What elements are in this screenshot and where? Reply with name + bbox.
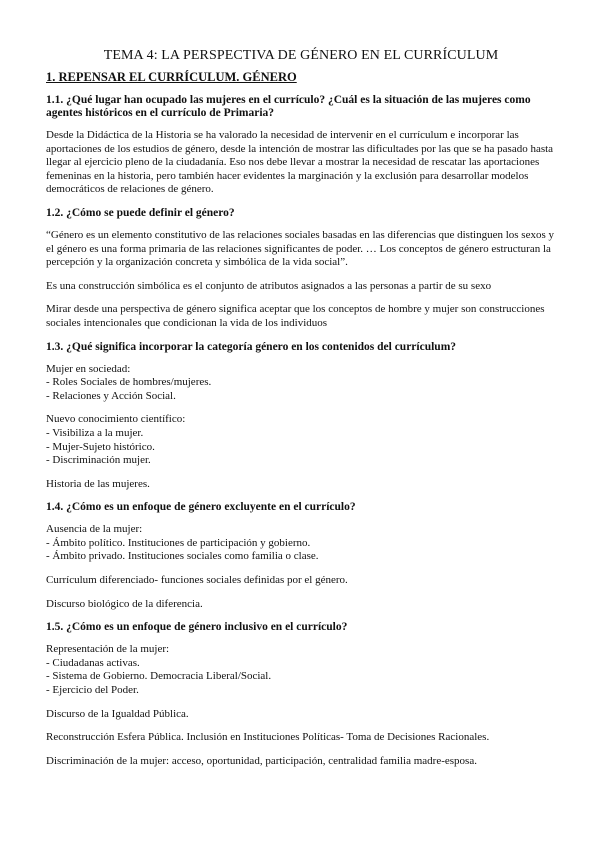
list-block — [46, 413, 556, 467]
list-item: - Ámbito privado. Instituciones sociales como familia o clase. — [46, 550, 319, 563]
paragraph: Es una construcción simbólica es el conjunto de atributos asignados a las personas a partir de su sexo — [46, 279, 492, 292]
paragraph: Discurso de la Igualdad Pública. — [46, 707, 189, 720]
subsection-heading-1-2: 1.2. ¿Cómo se puede definir el género? — [46, 206, 235, 219]
list-block — [46, 643, 556, 697]
list-block — [46, 363, 556, 404]
subsection-heading-1-5: 1.5. ¿Cómo es un enfoque de género inclusivo en el currículo? — [46, 621, 348, 634]
list-item: Representación de la mujer: — [46, 643, 170, 656]
list-item: - Discriminación mujer. — [46, 454, 151, 467]
list-item: Mujer en sociedad: — [46, 362, 131, 375]
list-item: - Ámbito político. Instituciones de participación y gobierno. — [46, 536, 311, 549]
section-heading: 1. REPENSAR EL CURRÍCULUM. GÉNERO — [46, 70, 297, 84]
list-item: - Ciudadanas activas. — [46, 656, 140, 669]
list-item: Ausencia de la mujer: — [46, 523, 143, 536]
subsection-heading-1-4: 1.4. ¿Cómo es un enfoque de género excluyente en el currículo? — [46, 501, 356, 514]
list-item: - Sistema de Gobierno. Democracia Liberal/Social. — [46, 670, 272, 683]
paragraph: Currículum diferenciado- funciones sociales definidas por el género. — [46, 574, 348, 587]
paragraph: “Género es un elemento constitutivo de las relaciones sociales basadas en las diferencias que distinguen los sexos y el género es una forma primaria de las relaciones significantes de poder. … Los conceptos de género estructuran la percepción y la organización concreta y simbólica de la vida social”. — [46, 228, 554, 269]
paragraph: Historia de las mujeres. — [46, 477, 150, 490]
document-title: TEMA 4: LA PERSPECTIVA DE GÉNERO EN EL CURRÍCULUM — [103, 48, 499, 63]
paragraph: Desde la Didáctica de la Historia se ha valorado la necesidad de intervenir en el currículum e incorporar las aportaciones de los estudios de género, desde la intención de mostrar las dificultades por las que se ha pasado hasta llegar al ejercicio pleno de la ciudadanía. Eso nos debe llevar a mostrar la necesidad de rescatar las aportaciones femeninas en la historia, pero también hacer evidentes la marginación y la exclusión para desarrollar modelos democráticos de relaciones de género. — [46, 129, 554, 196]
paragraph: Discurso biológico de la diferencia. — [46, 597, 203, 610]
list-item: - Ejercicio del Poder. — [46, 684, 139, 697]
paragraph: Reconstrucción Esfera Pública. Inclusión en Instituciones Políticas- Toma de Decisiones Racionales. — [46, 731, 490, 744]
list-item: - Visibiliza a la mujer. — [46, 426, 144, 439]
subsection-heading-1-3: 1.3. ¿Qué significa incorporar la categoría género en los contenidos del currículum? — [46, 340, 457, 353]
list-item: - Relaciones y Acción Social. — [46, 389, 176, 402]
list-item: Nuevo conocimiento científico: — [46, 413, 186, 426]
paragraph: Discriminación de la mujer: acceso, oportunidad, participación, centralidad familia madre-esposa. — [46, 754, 477, 767]
subsection-heading-1-1: 1.1. ¿Qué lugar han ocupado las mujeres en el currículo? ¿Cuál es la situación de las mujeres como agentes históricos en el currículo de Primaria? — [46, 94, 531, 119]
list-block — [46, 523, 556, 564]
list-item: - Mujer-Sujeto histórico. — [46, 440, 155, 453]
list-item: - Roles Sociales de hombres/mujeres. — [46, 376, 212, 389]
paragraph: Mirar desde una perspectiva de género significa aceptar que los conceptos de hombre y mujer son construcciones sociales intencionales que condicionan la vida de los individuos — [46, 303, 545, 329]
